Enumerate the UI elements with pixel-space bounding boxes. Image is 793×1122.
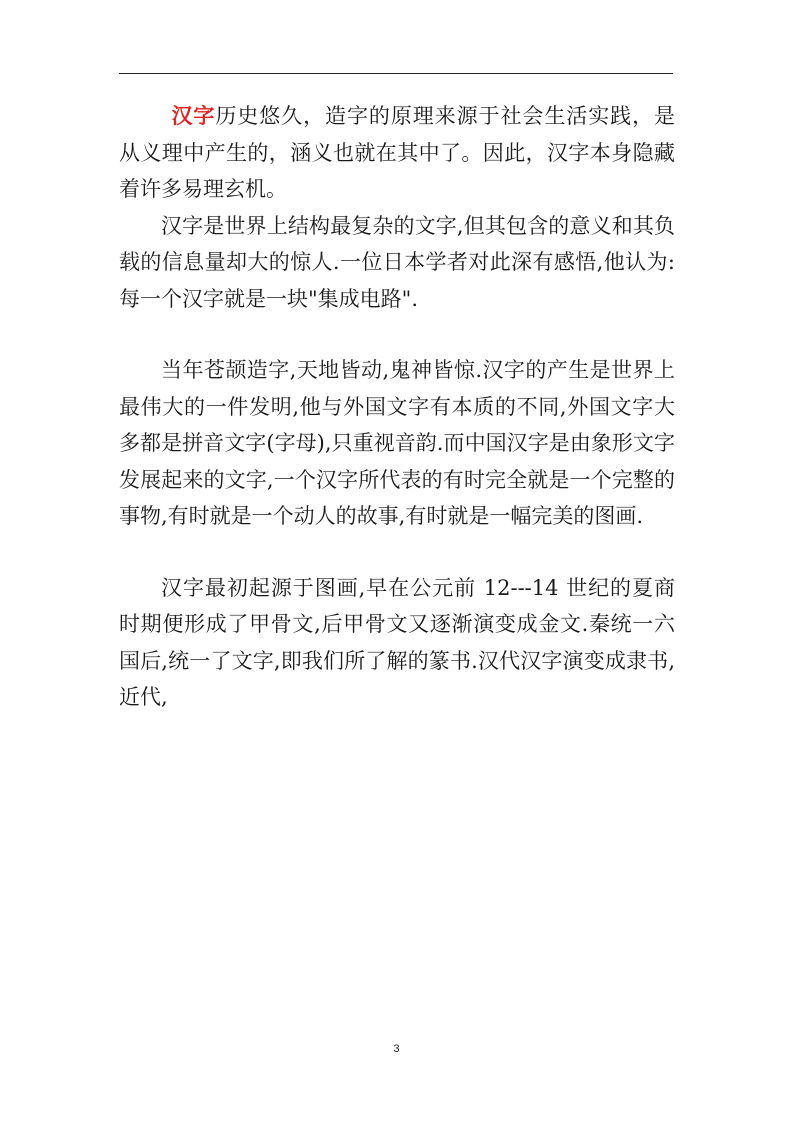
page-number: 3 [393,1043,400,1055]
document-body [119,98,675,716]
paragraph-1-text: 历史悠久，造字的原理来源于社会生活实践，是从义理中产生的，涵义也就在其中了。因此，汉字本身隐藏着许多易理玄机。 [119,104,676,201]
header-rule [119,73,673,74]
paragraph-2: 汉字是世界上结构最复杂的文字,但其包含的意义和其负载的信息量却大的惊人.一位日本学者对此深有感悟,他认为:每一个汉字就是一块"集成电路". [119,213,675,311]
paragraph-3: 当年苍颉造字,天地皆动,鬼神皆惊.汉字的产生是世界上最伟大的一件发明,他与外国文字有本质的不同,外国文字大多都是拼音文字(字母),只重视音韵.而中国汉字是由象形文字发展起来的文字,一个汉字所代表的有时完全就是一个完整的事物,有时就是一个动人的故事,有时就是一幅完美的图画. [119,358,675,528]
highlighted-term: 汉字 [171,104,216,128]
paragraph-1 [119,98,675,208]
paragraph-4: 汉字最初起源于图画,早在公元前 12---14 世纪的夏商时期便形成了甲骨文,后甲骨文又逐渐演变成金文.秦统一六国后,统一了文字,即我们所了解的篆书.汉代汉字演变成隶书,近代, [119,575,675,709]
